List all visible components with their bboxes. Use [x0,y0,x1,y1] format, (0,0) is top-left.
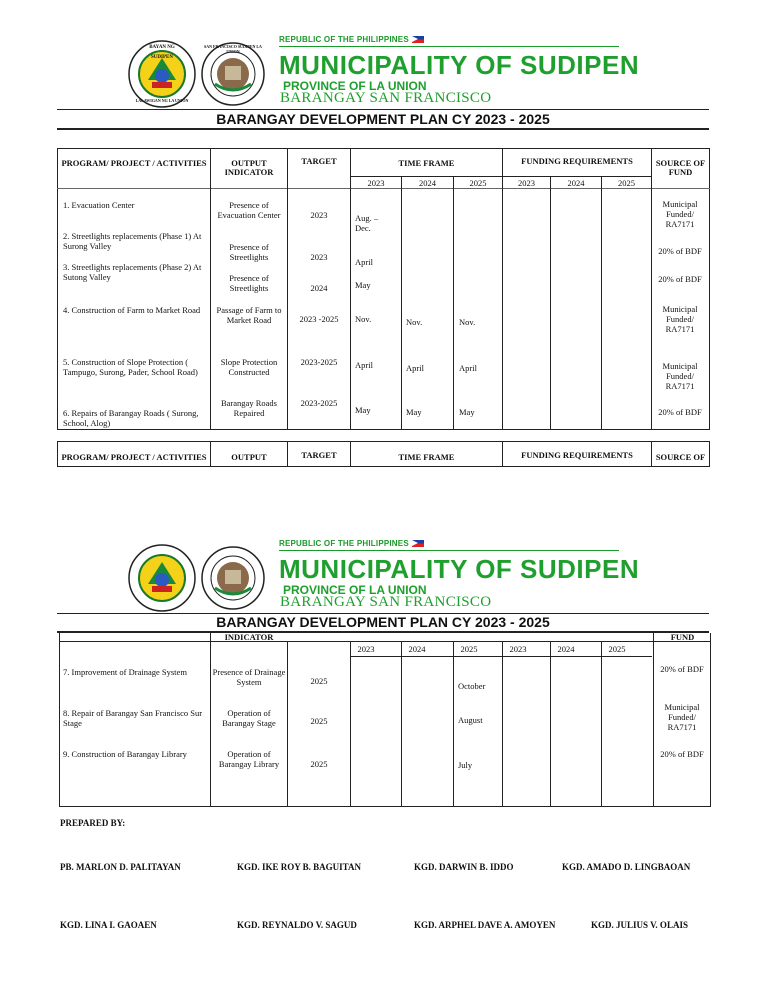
row6-target: 2023-2025 [300,398,338,408]
row5-tf2024: April [406,363,424,373]
signatory-4: KGD. AMADO D. LINGBAOAN [562,862,691,872]
row5-output: Slope Protection Constructed [220,357,278,377]
row3-output: Presence of Streetlights [229,273,269,293]
row3-target: 2024 [310,283,328,293]
row5-target: 2023-2025 [300,357,338,367]
row6-program: 6. Repairs of Barangay Roads ( Surong, School, Alog) [63,408,199,428]
philippine-flag-icon [412,36,424,43]
col-header-output: OUTPUT [231,158,267,168]
barangay-seal-icon [201,546,265,610]
strip-source: SOURCE OF [655,452,706,462]
seal-ring-text-top: BAYAN NG SUDIPEN [149,45,175,60]
row1-output: Presence of Evacuation Center [217,200,281,220]
col-header-source: SOURCE OF [655,158,706,168]
year2-fund-2023: 2023 [509,644,527,654]
year2-fund-2024: 2024 [557,644,575,654]
row2-tf2023: April [355,257,373,267]
header-green-line [279,550,619,551]
row7-target: 2025 [310,676,328,686]
year-fund-2023: 2023 [518,178,535,188]
province-name: PROVINCE OF LA UNION [283,79,427,93]
signatory-6: KGD. REYNALDO V. SAGUD [237,920,357,930]
col-header-indicator-2: INDICATOR [224,632,274,642]
strip-funding: FUNDING REQUIREMENTS [521,450,633,460]
col-header-indicator: INDICATOR [224,167,274,177]
row8-tf2025: August [458,715,483,725]
row7-tf2025: October [458,681,486,691]
row2-source: 20% of BDF [658,246,702,256]
municipal-seal-icon [128,544,196,612]
year2-fund-2025: 2025 [608,644,626,654]
row9-tf2025: July [458,760,473,770]
year-fund-2024: 2024 [567,178,585,188]
col-header-fund-2: FUND [670,632,695,642]
row3-tf2023: May [355,280,371,290]
row6-source: 20% of BDF [658,407,702,417]
municipality-name: MUNICIPALITY OF SUDIPEN [279,554,640,584]
strip-target: TARGET [301,450,337,460]
year-tf-2024: 2024 [419,178,436,188]
row2-target: 2023 [310,252,328,262]
header-green-line [279,46,619,47]
province-name: PROVINCE OF LA UNION [283,583,427,597]
strip-timeframe: TIME FRAME [398,452,455,462]
row8-source: Municipal Funded/ RA7171 [664,702,700,732]
year-tf-2023: 2023 [367,178,385,188]
philippine-flag-icon [412,540,424,547]
row4-tf2024: Nov. [406,317,423,327]
signatory-8: KGD. JULIUS V. OLAIS [591,920,688,930]
row3-program: 3. Streetlights replacements (Phase 2) At Sutong Valley [63,262,202,282]
col-header-target: TARGET [301,156,337,166]
row4-tf2023: Nov. [355,314,372,324]
row3-source: 20% of BDF [658,274,702,284]
col-header-timeframe: TIME FRAME [398,158,455,168]
barangay-name: BARANGAY SAN FRANCISCO [280,90,492,106]
seal2-ring-text: SAN FRANCISCO SUDIPEN LA UNION [204,44,262,54]
republic-text: REPUBLIC OF THE PHILIPPINES [279,35,409,44]
row6-tf2024: May [406,407,422,417]
signatory-5: KGD. LINA I. GAOAEN [60,920,157,930]
signatory-3: KGD. DARWIN B. IDDO [414,862,514,872]
year2-tf-2023: 2023 [357,644,375,654]
row4-source: Municipal Funded/ RA7171 [662,304,698,334]
row1-source: Municipal Funded/ RA7171 [662,199,698,229]
row5-tf2025: April [459,363,477,373]
row6-tf2025: May [459,407,475,417]
col-header-funding: FUNDING REQUIREMENTS [521,156,633,166]
row4-target: 2023 -2025 [299,314,339,324]
row9-output: Operation of Barangay Library [218,749,280,769]
barangay-name: BARANGAY SAN FRANCISCO [280,594,492,610]
row9-source: 20% of BDF [660,749,704,759]
year2-tf-2025: 2025 [460,644,478,654]
page-title-2: BARANGAY DEVELOPMENT PLAN CY 2023 - 2025 [216,614,550,630]
row2-output: Presence of Streetlights [229,242,269,262]
row7-source: 20% of BDF [660,664,704,674]
signatory-7: KGD. ARPHEL DAVE A. AMOYEN [414,920,556,930]
seal-ring-text-bottom: LALAWIGAN NG LA UNION [135,98,189,103]
row6-tf2023: May [355,405,371,415]
row8-program: 8. Repair of Barangay San Francisco Sur Stage [63,708,203,728]
row7-program: 7. Improvement of Drainage System [63,667,187,677]
signatory-1: PB. MARLON D. PALITAYAN [60,862,181,872]
row5-program: 5. Construction of Slope Protection ( Tampugo, Surong, Pader, School Road) [63,357,198,377]
year-tf-2025: 2025 [469,178,487,188]
year2-tf-2024: 2024 [408,644,426,654]
row6-output: Barangay Roads Repaired [221,398,277,418]
page-title-1: BARANGAY DEVELOPMENT PLAN CY 2023 - 2025 [216,111,550,127]
row4-output: Passage of Farm to Market Road [216,305,282,325]
row1-target: 2023 [310,210,328,220]
republic-label [279,539,424,548]
prepared-by-label: PREPARED BY: [60,818,126,828]
strip-program: PROGRAM/ PROJECT / ACTIVITIES [61,452,207,462]
republic-label [279,35,424,44]
row9-program: 9. Construction of Barangay Library [63,749,187,759]
strip-output: OUTPUT [231,452,267,462]
title-rule-bottom-1 [57,128,709,130]
row9-target: 2025 [310,759,328,769]
row4-tf2025: Nov. [459,317,476,327]
row5-source: Municipal Funded/ RA7171 [662,361,698,391]
row5-tf2023: April [355,360,373,370]
row1-tf2023: Aug. – Dec. [355,213,379,233]
col-header-program: PROGRAM/ PROJECT / ACTIVITIES [61,158,207,168]
year-fund-2025: 2025 [618,178,635,188]
col-header-fund: FUND [668,167,693,177]
row1-program: 1. Evacuation Center [63,200,135,210]
row8-output: Operation of Barangay Stage [222,708,276,728]
republic-text: REPUBLIC OF THE PHILIPPINES [279,539,409,548]
municipality-name: MUNICIPALITY OF SUDIPEN [279,50,640,80]
row2-program: 2. Streetlights replacements (Phase 1) At Surong Valley [63,231,202,251]
row4-program: 4. Construction of Farm to Market Road [63,305,201,315]
title-rule-top-1 [57,109,709,110]
row7-output: Presence of Drainage System [212,667,286,687]
signatory-2: KGD. IKE ROY B. BAGUITAN [237,862,362,872]
row8-target: 2025 [310,716,328,726]
